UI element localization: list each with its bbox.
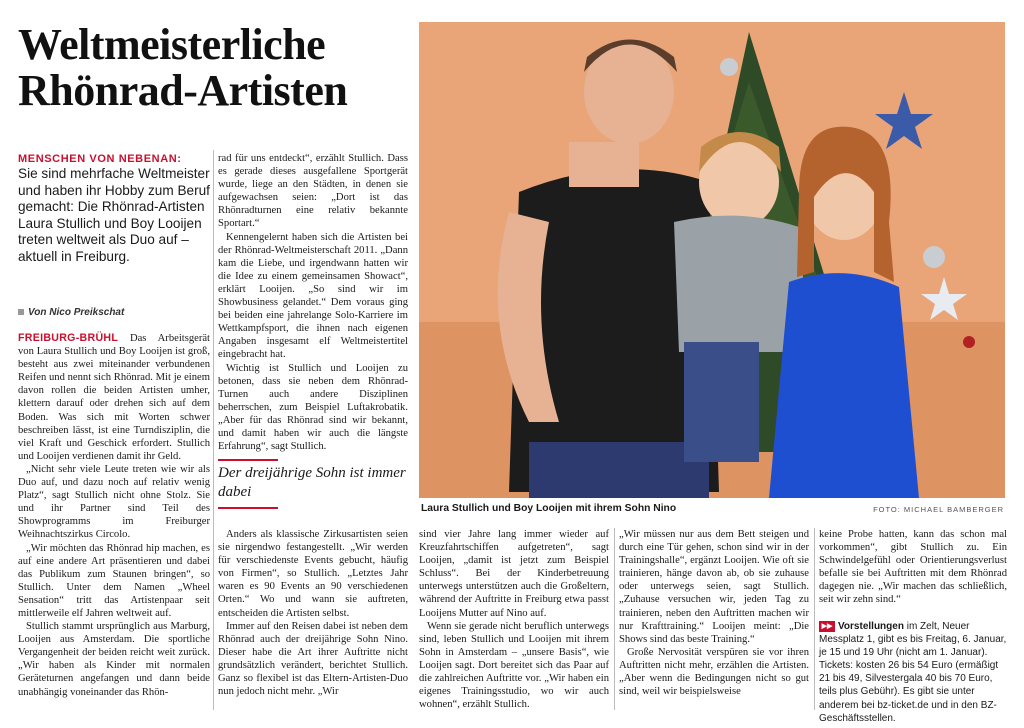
subheading: Der dreijährige Sohn ist immer dabei [218, 465, 406, 500]
article-column-3 [419, 528, 609, 711]
article-column-1 [18, 332, 210, 699]
paragraph: „Wir möchten das Rhönrad hip machen, es auf eine andere Art präsentieren und dabei das Publikum zum Staunen bringen“, so Stullich. Unter dem Namen „Wheel Sensation“ tritt das Artistenpaar seit mittlerweile elf Jahren weltweit auf. [18, 542, 210, 619]
dateline: FREIBURG-BRÜHL [18, 332, 119, 344]
paragraph [18, 332, 210, 463]
byline-author: Von Nico Preikschat [28, 307, 125, 318]
paragraph: Anders als klassische Zirkusartisten seien sie nirgendwo festangestellt. „Wir werden für verschiedenste Events gebucht, häufig von Firmen“, so Stullich. „Letztes Jahr waren es 90 Events an 90 verschiedenen Orten.“ Wo und wann sie auftreten, entscheiden die Artisten selbst. [218, 529, 408, 619]
info-box [819, 620, 1007, 725]
paragraph: Große Nervosität verspüren sie vor ihren Auftritten nicht mehr, erzählen die Artisten. „Aber wenn die Bedingungen nicht so gut sind, weil wir beispielsweise [619, 646, 809, 698]
paragraph: Immer auf den Reisen dabei ist neben dem Rhönrad auch der dreijährige Sohn Nino. Dieser habe die Art ihrer Auftritte nicht grundsätzlich verändert, berichtet Stullich. Ganz so flexibel ist das Eltern-Artisten-Duo nun jedoch nicht mehr. „Wir [218, 620, 408, 698]
headline-line-1: Weltmeisterliche [18, 20, 326, 69]
article-column-4 [619, 528, 809, 698]
headline [18, 22, 398, 114]
paragraph: „Wir müssen nur aus dem Bett steigen und durch eine Tür gehen, schon sind wir in der Trainingshalle“, ergänzt Looijen. Wie oft sie trainieren, hänge davon ab, ob sie zuhause oder unterwegs seien, sagt Stullich. „Zuhause versuchen wir, jeden Tag zu trainieren, neben den Auftritten machen wir nur Krafttraining.“ Looijen meint: „Die Shows sind das beste Training.“ [619, 529, 809, 645]
info-label: Vorstellungen [838, 621, 904, 632]
photo-caption: Laura Stullich und Boy Looijen mit ihrem Sohn Nino [421, 503, 677, 514]
kicker: MENSCHEN VON NEBENAN: [18, 153, 182, 165]
info-text: im Zelt, Neuer Messplatz 1, gibt es bis Freitag, 6. Januar, je 15 und 19 Uhr (nicht am 1. Januar). Tickets: kosten 26 bis 54 Euro (ermäßigt 21 bis 49, Silvestergala 40 bis 70 Euro, teils plus Gebühr). Es gibt sie unter anderem bei bz-ticket.de und in den BZ-Geschäftsstellen. [819, 621, 1007, 724]
photo-credit: FOTO: MICHAEL BAMBERGER [873, 505, 1004, 514]
paragraph: keine Probe hatten, kann das schon mal vorkommen“, gibt Stullich zu. Ein Schwindelgefühl oder Orientierungsverlust befalle sie bei Auftritten mit dem Rhönrad dagegen nie. „Wir machen das schließlich, seit wir zehn sind.“ [819, 529, 1007, 606]
subhead-rule-bottom [218, 507, 278, 509]
article-column-5 [819, 528, 1007, 607]
paragraph: Wichtig ist Stullich und Looijen zu betonen, dass sie neben dem Rhönrad-Turnen auch andere Disziplinen beherrschen, zum Beispiel Luftakrobatik. „Aber für das Rhönrad sind wir bekannt, und damit haben wir auch die längste Erfahrung“, sagt Stullich. [218, 362, 408, 453]
photo [419, 22, 1005, 498]
headline-line-2: Rhönrad-Artisten [18, 66, 348, 115]
paragraph: Kennengelernt haben sich die Artisten bei der Rhönrad-Weltmeisterschaft 2011. „Dann kam die Liebe, und irgendwann hatten wir die Idee zu einem gemeinsamen Showact“, erklärt Looijen. „So sind wir im Showbusiness gelandet.“ Dem voraus ging bei beiden eine jahrelange Solo-Karriere im Wettkampfsport, die ihnen nach eigenen Angaben insgesamt elf Weltmeistertitel eingebracht hat. [218, 231, 408, 361]
subhead-rule-top [218, 459, 278, 461]
paragraph-text: Das Arbeitsgerät von Laura Stullich und Boy Looijen ist groß, besteht aus zwei miteinander verbundenen Reifen und nennt sich Rhönrad. Mit je einem davon rollen die beiden Artisten umher, klettern darauf oder drehen sich auf dem Boden. Was sich mit Worten schwer beschreiben lässt, ist eine Turndisziplin, die viel Kraft und Geschick erfordert. Stullich und Looijen verdienen damit ihr Geld. [18, 333, 210, 462]
paragraph: rad für uns entdeckt“, erzählt Stullich. Dass es gerade dieses ausgefallene Sportgerät wurde, liege an den Städten, in denen sie aufgewachsen seien: „Dort ist das Rhönradturnen eine relativ bekannte Sportart.“ [218, 153, 408, 230]
article-column-2-bottom [218, 528, 408, 698]
article-column-2-top [218, 152, 408, 453]
column-divider [213, 150, 214, 710]
paragraph: Wenn sie gerade nicht beruflich unterwegs sind, leben Stullich und Looijen mit ihrem Sohn in Amsterdam – „unsere Basis“, wie Looijen sagt. Dort bereitet sich das Paar auf die zahlreichen Auftritte vor. „Wir haben ein eigenes Trainingsstudio, wo wir auch wohnen“, erzählt Stullich. [419, 620, 609, 711]
photo-illustration [419, 22, 1005, 498]
play-arrows-icon: ▶▶ [819, 621, 835, 632]
column-divider [614, 528, 615, 710]
paragraph: Stullich stammt ursprünglich aus Marburg, Looijen aus Amsterdam. Die sportliche Vergangenheit der beiden reicht weit zurück. „Wir haben als Kinder mit normalen Geräteturnen angefangen und dann beide unabhängig voneinander das Rhön- [18, 621, 210, 698]
column-divider [814, 528, 815, 710]
paragraph: sind vier Jahre lang immer wieder auf Kreuzfahrtschiffen aufgetreten“, sagt Looijen, „damit ist jetzt zum Beispiel Schluss“. Bei der Kinderbetreuung unterwegs unterstützen auch die Großeltern, während der Auftritte in Freiburg etwa passt Looijens Mutter auf Nino auf. [419, 529, 609, 619]
paragraph: „Nicht sehr viele Leute treten wie wir als Duo auf, und dazu noch auf relativ wenig Platz“, sagt Stullich nicht ohne Stolz. Sie und ihr Partner sind Teil des Showprogramms im Freiburger Weihnachtszirkus Circolo. [18, 463, 210, 541]
teaser: Sie sind mehrfache Weltmeister und haben ihr Hobby zum Beruf gemacht: Die Rhönrad-Artisten Laura Stullich und Boy Looijen treten weltweit als Duo auf – aktuell in Freiburg. [18, 166, 210, 264]
byline [18, 307, 124, 318]
byline-square-icon [18, 309, 24, 315]
